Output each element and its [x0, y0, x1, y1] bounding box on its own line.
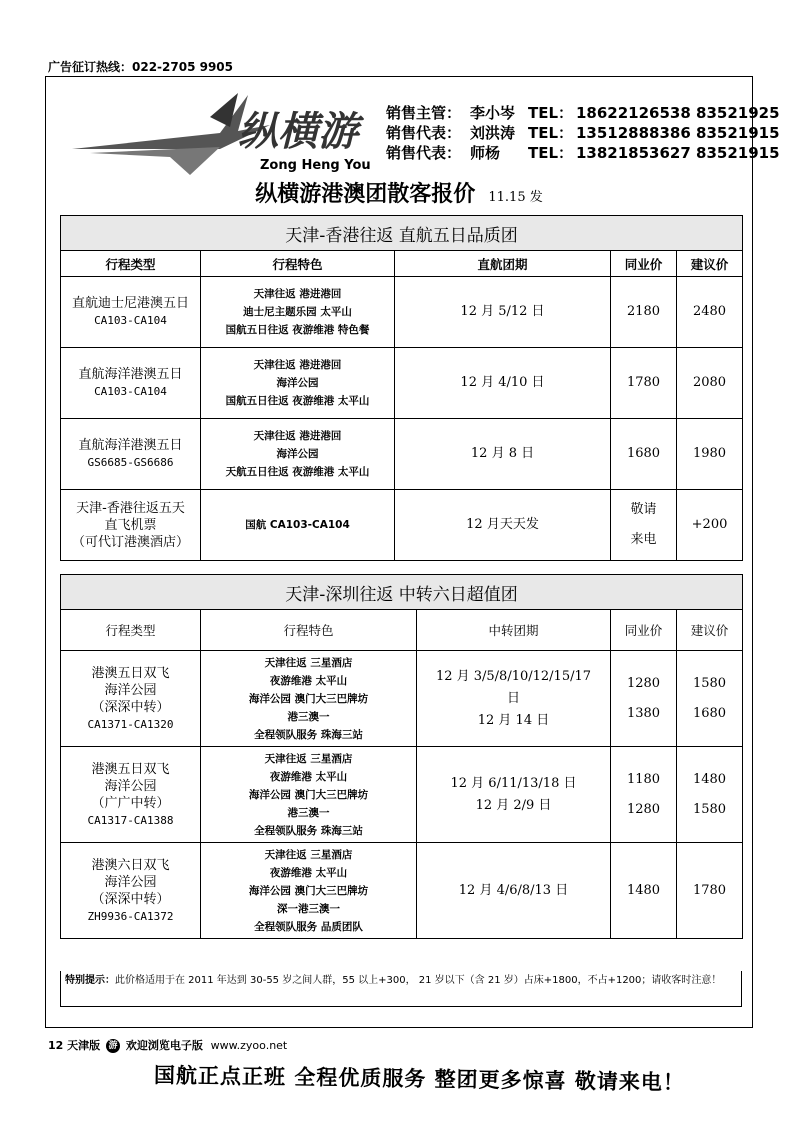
feature-line: 国航五日往返 夜游维港 特色餐	[225, 324, 370, 336]
feature-line: 天航五日往返 夜游维港 太平山	[225, 466, 370, 478]
trade-price: 敬请	[630, 502, 657, 517]
swallow-logo-icon	[70, 87, 390, 183]
column-header: 中转团期	[417, 610, 611, 651]
brand-logo	[70, 87, 390, 183]
suggested-price-cell	[677, 348, 743, 419]
suggested-price-cell	[677, 843, 743, 939]
table-row	[61, 490, 743, 561]
table-row	[61, 419, 743, 490]
suggested-price-cell	[677, 490, 743, 561]
trade-price: 1780	[626, 375, 661, 390]
group2-table	[60, 574, 743, 939]
table-row	[61, 843, 743, 939]
suggested-price: 1780	[692, 882, 727, 898]
trade-price: 1280	[626, 801, 661, 817]
contact-role: 销售主管：	[386, 104, 462, 122]
trip-type-line: 港澳六日双飞	[91, 857, 170, 873]
feature-line: 天津往返 三星酒店	[264, 656, 353, 669]
feature-line: 全程领队服务 珠海三站	[254, 824, 363, 837]
departure-date: 12 月 8 日	[470, 446, 535, 461]
trade-price: 2180	[626, 304, 661, 319]
trip-type-line: （广广中转）	[91, 795, 170, 811]
table-row	[61, 747, 743, 843]
departure-dates-cell	[395, 490, 611, 561]
flight-code: CA103-CA104	[94, 385, 167, 398]
table-row	[61, 348, 743, 419]
column-header: 建议价	[677, 610, 743, 651]
departure-date: 12 月 4/6/8/13 日	[458, 882, 569, 898]
page-number: 12 天津版	[48, 1039, 101, 1052]
trade-price-cell	[611, 651, 677, 747]
trade-price-cell	[611, 843, 677, 939]
contact-role: 销售代表：	[386, 124, 462, 142]
brand-name: 纵横游	[238, 109, 358, 155]
sales-contacts	[386, 103, 780, 163]
trip-type-line: 海洋公园	[104, 874, 157, 890]
contact-name: 师杨	[470, 144, 501, 162]
trip-type-line: 港澳五日双飞	[91, 761, 170, 777]
feature-line: 国航 CA103-CA104	[245, 519, 350, 531]
feature-line: 夜游维港 太平山	[269, 674, 348, 687]
brand-badge-icon: 游	[106, 1039, 120, 1053]
note-text: 此价格适用于在 2011 年达到 30-55 岁之间人群，55 以上+300， 21 岁以下（含 21 岁）占床+1800，不占+1200；请收客时注意！	[115, 975, 722, 986]
trip-type-line: 直航迪士尼港澳五日	[71, 296, 189, 311]
feature-line: 海洋公园	[276, 448, 319, 460]
contact-row	[386, 123, 780, 143]
feature-line: 国航五日往返 夜游维港 太平山	[225, 395, 370, 407]
trip-type-line: 海洋公园	[104, 682, 157, 698]
contact-tel-label: TEL：	[528, 124, 574, 142]
suggested-price: 1680	[692, 705, 727, 721]
trip-type-line: 直航海洋港澳五日	[78, 367, 183, 382]
suggested-price: 2080	[692, 375, 727, 390]
features-cell	[201, 348, 395, 419]
departure-dates-cell	[395, 277, 611, 348]
group1-rows	[61, 277, 743, 561]
feature-line: 海洋公园 澳门大三巴牌坊	[248, 788, 369, 801]
trip-type-cell	[61, 843, 201, 939]
departure-dates-cell	[417, 747, 611, 843]
flight-code: GS6685-GS6686	[87, 456, 174, 469]
feature-line: 全程领队服务 品质团队	[254, 920, 363, 933]
features-cell	[201, 651, 417, 747]
features-cell	[201, 747, 417, 843]
trade-price-cell	[611, 747, 677, 843]
trip-type-line: （可代订港澳酒店）	[71, 534, 189, 550]
ad-hotline: 广告征订热线：022-2705 9905	[48, 60, 234, 74]
trade-price: 1380	[626, 705, 661, 721]
trade-price: 来电	[630, 532, 657, 547]
feature-line: 海洋公园	[276, 377, 319, 389]
feature-line: 迪士尼主题乐园 太平山	[243, 306, 352, 318]
suggested-price: 1980	[692, 446, 727, 461]
trade-price-cell	[611, 277, 677, 348]
suggested-price: 1580	[692, 675, 727, 691]
group1-heading: 天津-香港往返 直航五日品质团	[61, 216, 743, 251]
column-header: 同业价	[611, 251, 677, 277]
trip-type-line: 海洋公园	[104, 778, 157, 794]
trade-price-cell	[611, 490, 677, 561]
features-cell	[201, 277, 395, 348]
column-header: 行程类型	[61, 610, 201, 651]
feature-line: 天津往返 港进港回	[253, 430, 342, 442]
trade-price: 1480	[626, 882, 661, 898]
group2-rows	[61, 651, 743, 939]
contact-name: 李小岑	[470, 104, 516, 122]
flight-code: CA1371-CA1320	[87, 717, 174, 731]
departure-date: 12 月 5/12 日	[460, 304, 545, 319]
features-cell	[201, 490, 395, 561]
trip-type-cell	[61, 419, 201, 490]
trade-price-cell	[611, 419, 677, 490]
group1-table	[60, 215, 743, 561]
feature-line: 夜游维港 太平山	[269, 770, 348, 783]
feature-line: 海洋公园 澳门大三巴牌坊	[248, 692, 369, 705]
page-title	[46, 177, 752, 208]
footer-welcome: 欢迎浏览电子版	[125, 1039, 203, 1052]
footer-url[interactable]: www.zyoo.net	[210, 1039, 288, 1052]
trade-price: 1280	[626, 675, 661, 691]
contact-role: 销售代表：	[386, 144, 462, 162]
feature-line: 港三澳一	[287, 806, 330, 819]
trip-type-cell	[61, 747, 201, 843]
trade-price: 1180	[626, 771, 661, 787]
features-cell	[201, 843, 417, 939]
contact-number: 13512888386 83521915	[576, 124, 780, 142]
trip-type-cell	[61, 651, 201, 747]
departure-dates-cell	[417, 843, 611, 939]
trip-type-cell	[61, 277, 201, 348]
suggested-price: 2480	[692, 304, 727, 319]
feature-line: 全程领队服务 珠海三站	[254, 728, 363, 741]
flight-code: CA103-CA104	[94, 314, 167, 327]
trip-type-line: （深深中转）	[91, 891, 170, 907]
contact-number: 18622126538 83521925	[576, 104, 780, 122]
suggested-price-cell	[677, 419, 743, 490]
issue-date: 11.15 发	[488, 190, 543, 205]
special-note	[60, 971, 742, 1007]
page-footer	[48, 1037, 287, 1053]
trip-type-line: 天津-香港往返五天	[76, 500, 185, 516]
contact-row	[386, 103, 780, 123]
departure-date: 12 月 3/5/8/10/12/15/17	[435, 668, 592, 684]
contact-name: 刘洪涛	[470, 124, 516, 142]
trip-type-cell	[61, 490, 201, 561]
departure-date: 12 月 4/10 日	[460, 375, 545, 390]
feature-line: 天津往返 三星酒店	[264, 848, 353, 861]
suggested-price: +200	[691, 517, 728, 532]
trade-price: 1680	[626, 446, 661, 461]
feature-line: 天津往返 港进港回	[253, 359, 342, 371]
suggested-price-cell	[677, 277, 743, 348]
departure-dates-cell	[395, 348, 611, 419]
group2-column-header	[61, 610, 743, 651]
feature-line: 天津往返 港进港回	[253, 288, 342, 300]
feature-line: 夜游维港 太平山	[269, 866, 348, 879]
features-cell	[201, 419, 395, 490]
column-header: 行程特色	[201, 610, 417, 651]
suggested-price-cell	[677, 747, 743, 843]
trip-type-cell	[61, 348, 201, 419]
column-header: 建议价	[677, 251, 743, 277]
column-header: 同业价	[611, 610, 677, 651]
column-header: 直航团期	[395, 251, 611, 277]
departure-date: 12 月 2/9 日	[475, 797, 552, 813]
slogan: 国航正点正班 全程优质服务 整团更多惊喜 敬请来电！	[153, 1063, 686, 1095]
brand-name-en: Zong Heng You	[260, 158, 371, 173]
page-title-text: 纵横游港澳团散客报价	[255, 182, 476, 207]
departure-dates-cell	[395, 419, 611, 490]
flight-code: CA1317-CA1388	[87, 813, 174, 827]
group2-heading: 天津-深圳往返 中转六日超值团	[61, 575, 743, 610]
trip-type-line: 港澳五日双飞	[91, 665, 170, 681]
trip-type-line: （深深中转）	[91, 699, 170, 715]
contact-number: 13821853627 83521915	[576, 144, 780, 162]
suggested-price: 1580	[692, 801, 727, 817]
note-label: 特别提示：	[65, 975, 115, 986]
contact-row	[386, 143, 780, 163]
trip-type-line: 直飞机票	[104, 517, 157, 533]
feature-line: 深一港三澳一	[277, 902, 340, 915]
suggested-price-cell	[677, 651, 743, 747]
group1-column-header	[61, 251, 743, 277]
feature-line: 港三澳一	[287, 710, 330, 723]
table-row	[61, 651, 743, 747]
suggested-price: 1480	[692, 771, 727, 787]
departure-date: 12 月 14 日	[477, 712, 550, 728]
table-row	[61, 277, 743, 348]
departure-dates-cell	[417, 651, 611, 747]
departure-date: 12 月 6/11/13/18 日	[450, 775, 577, 791]
flight-code: ZH9936-CA1372	[87, 909, 174, 923]
contact-tel-label: TEL：	[528, 104, 574, 122]
departure-date: 12 月天天发	[466, 517, 539, 532]
trade-price-cell	[611, 348, 677, 419]
feature-line: 天津往返 三星酒店	[264, 752, 353, 765]
feature-line: 海洋公园 澳门大三巴牌坊	[248, 884, 369, 897]
column-header: 行程特色	[201, 251, 395, 277]
column-header: 行程类型	[61, 251, 201, 277]
trip-type-line: 直航海洋港澳五日	[78, 438, 183, 453]
departure-date: 日	[506, 690, 520, 706]
contact-tel-label: TEL：	[528, 144, 574, 162]
